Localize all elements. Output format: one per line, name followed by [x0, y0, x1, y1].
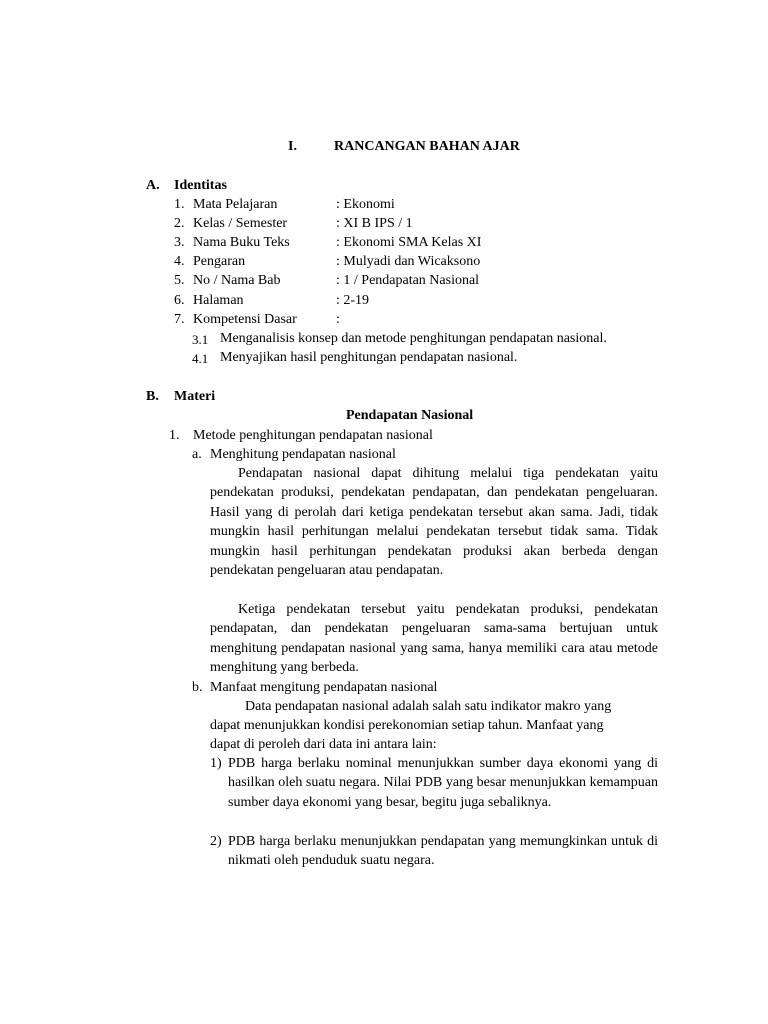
paragraph-b-intro-line: dapat di peroleh dari data ini antara lain: — [210, 737, 437, 752]
identity-num: 5. — [174, 273, 185, 288]
identity-value: : XI B IPS / 1 — [336, 216, 413, 231]
list-item-num: 2) — [210, 834, 222, 849]
sub-a-title: Menghitung pendapatan nasional — [210, 447, 396, 462]
identity-num: 1. — [174, 197, 185, 212]
paragraph-a1: Pendapatan nasional dapat dihitung melalui tiga pendekatan yaitu pendekatan produksi, pendekatan pendapatan, dan pendekatan pengeluaran. Hasil yang di perolah dari ketiga pendekatan tersebut akan sama. Jadi, tidak mungkin hasil perhitungan melalui pendekatan tersebut tidak sama. Tidak mungkin hasil perhitungan pendekatan produksi akan berbeda dengan pendekatan pengeluaran atau pendapatan. — [210, 466, 658, 579]
list-item-text: PDB harga berlaku nominal menunjukkan sumber daya ekonomi yang di hasilkan oleh suatu negara. Nilai PDB yang besar menunjukkan kemampuan sumber daya ekonomi yang besar, begitu juga sebaliknya. — [228, 756, 658, 810]
competency-text: Menganalisis konsep dan metode penghitungan pendapatan nasional. — [220, 331, 607, 346]
identity-num: 4. — [174, 254, 185, 269]
section-a-title: Identitas — [174, 178, 227, 193]
section-b-title: Materi — [174, 389, 216, 404]
identity-num: 2. — [174, 216, 185, 231]
identity-value: : Ekonomi SMA Kelas XI — [336, 235, 482, 250]
identity-label: Nama Buku Teks — [193, 235, 290, 250]
paragraph-b-intro-line: dapat menunjukkan kondisi perekonomian setiap tahun. Manfaat yang — [210, 718, 604, 733]
identity-value: : 1 / Pendapatan Nasional — [336, 273, 480, 288]
item-1-num: 1. — [169, 428, 180, 443]
section-b-letter: B. — [146, 389, 159, 404]
identity-value: : 2-19 — [336, 293, 370, 308]
identity-value: : Ekonomi — [336, 197, 395, 212]
competency-text: Menyajikan hasil penghitungan pendapatan nasional. — [220, 350, 518, 365]
section-b-subtitle: Pendapatan Nasional — [346, 408, 474, 423]
identity-num: 7. — [174, 312, 185, 327]
list-item-num: 1) — [210, 756, 222, 771]
list-item-text: PDB harga berlaku menunjukkan pendapatan yang memungkinkan untuk di nikmati oleh penduduk suatu negara. — [228, 834, 658, 869]
identity-value: : Mulyadi dan Wicaksono — [336, 254, 481, 269]
identity-num: 6. — [174, 293, 185, 308]
competency-num: 3.1 — [192, 332, 209, 347]
sub-b-num: b. — [192, 680, 203, 695]
competency-num: 4.1 — [192, 351, 209, 366]
identity-label: Halaman — [193, 293, 244, 308]
section-a-letter: A. — [146, 178, 160, 193]
sub-b-title: Manfaat mengitung pendapatan nasional — [210, 680, 438, 695]
heading-numeral: I. — [288, 139, 297, 154]
identity-label: Pengaran — [193, 254, 246, 269]
identity-value: : — [336, 312, 340, 327]
page-title: RANCANGAN BAHAN AJAR — [334, 139, 520, 154]
sub-a-num: a. — [192, 447, 202, 462]
item-1-text: Metode penghitungan pendapatan nasional — [193, 428, 433, 443]
identity-num: 3. — [174, 235, 185, 250]
identity-label: Kelas / Semester — [193, 216, 288, 231]
identity-label: No / Nama Bab — [193, 273, 281, 288]
list-item — [210, 754, 658, 812]
paragraph-a2: Ketiga pendekatan tersebut yaitu pendekatan produksi, pendekatan pendapatan, dan pendekatan pengeluaran sama-sama bertujuan untuk menghitung pendapatan nasional yang sama, hanya memiliki cara atau metode menghitung yang berbeda. — [210, 602, 658, 676]
list-item — [210, 832, 658, 871]
identity-label: Kompetensi Dasar — [193, 312, 297, 327]
identity-label: Mata Pelajaran — [193, 197, 278, 212]
paragraph-b-intro-line: Data pendapatan nasional adalah salah satu indikator makro yang — [245, 699, 612, 714]
